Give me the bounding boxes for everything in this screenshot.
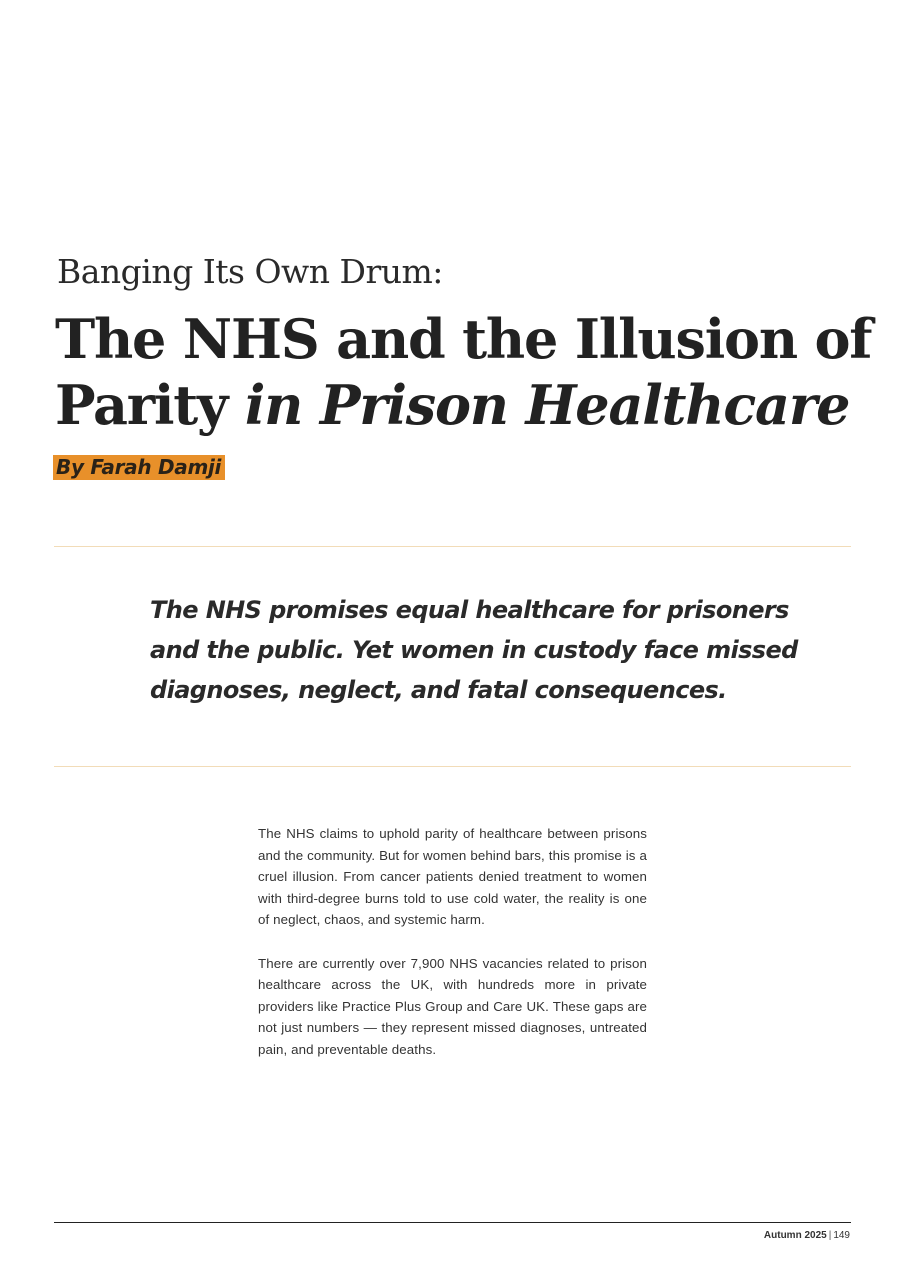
divider-bottom	[54, 766, 851, 767]
standfirst: The NHS promises equal healthcare for prisoners and the public. Yet women in custody face missed diagnoses, neglect, and fatal consequences.	[150, 596, 798, 704]
article-headline	[55, 306, 875, 438]
footer-separator: |	[828, 1230, 832, 1241]
footer-rule	[54, 1222, 851, 1223]
body-column	[258, 823, 647, 1082]
page-footer	[764, 1229, 850, 1243]
issue-label: Autumn 2025	[763, 1230, 827, 1241]
byline: By Farah Damji	[53, 455, 225, 480]
body-paragraph: The NHS claims to uphold parity of healthcare between prisons and the community. But for women behind bars, this promise is a cruel illusion. From cancer patients denied treatment to women with third-degree burns told to use cold water, the reality is one of neglect, chaos, and systemic harm.	[258, 826, 647, 927]
article-kicker: Banging Its Own Drum:	[57, 252, 443, 291]
divider-top	[54, 546, 851, 547]
page-number: 149	[833, 1230, 850, 1241]
headline-italic: in Prison Healthcare	[244, 373, 850, 437]
body-paragraph: There are currently over 7,900 NHS vacancies related to prison healthcare across the UK, with hundreds more in private providers like Practice Plus Group and Care UK. These gaps are not just numbers — they represent missed diagnoses, untreated pain, and preventable deaths.	[258, 955, 647, 1057]
headline-roman: The NHS and the Illusion of Parity	[55, 307, 872, 437]
